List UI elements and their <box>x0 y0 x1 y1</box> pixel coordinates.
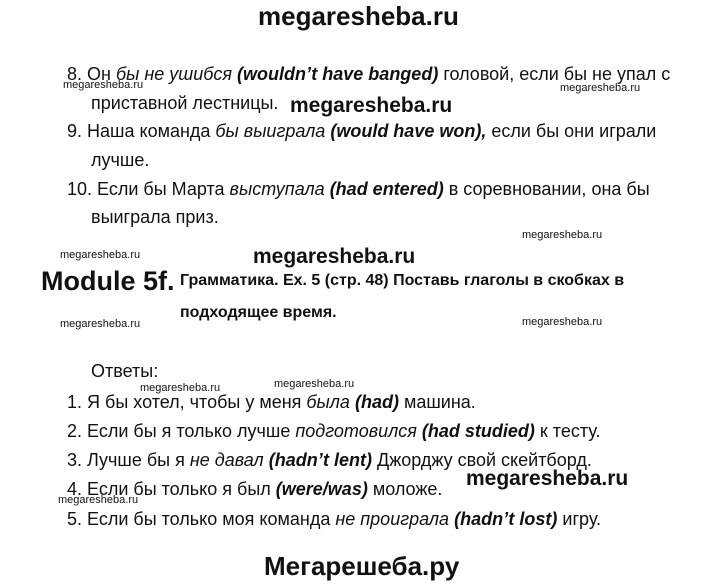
item-num: 1. <box>67 392 83 412</box>
item-pre: Я бы хотел, чтобы у меня <box>87 392 307 412</box>
item-pre: Лучше бы я <box>87 450 190 470</box>
item-pre: Если бы только я был <box>87 479 276 499</box>
item-italic: бы не ушибся <box>115 64 232 84</box>
item-english: (would have won), <box>330 121 487 141</box>
item-english: (had studied) <box>421 421 535 441</box>
answer-1 <box>67 391 476 413</box>
item-post: головой, если бы не упал с <box>438 64 671 84</box>
item-post: моложе. <box>367 479 443 499</box>
watermark-big: megaresheba.ru <box>466 467 629 490</box>
item-italic: бы выиграла <box>215 121 326 141</box>
item-post: если бы они играли <box>486 121 657 141</box>
watermark: megaresheba.ru <box>60 249 141 261</box>
item-num: 2. <box>67 421 83 441</box>
module-title: Module 5f. <box>41 266 175 296</box>
item-num: 5. <box>67 509 83 529</box>
item-english: (wouldn’t have banged) <box>236 64 439 84</box>
item-num: 10. <box>67 179 93 199</box>
item-post: в соревновании, она бы <box>443 179 650 199</box>
item-pre: Если бы только моя команда <box>87 509 336 529</box>
item-9 <box>67 120 656 142</box>
item-italic: подготовился <box>295 421 417 441</box>
item-pre: Если бы Марта <box>97 179 230 199</box>
answer-5 <box>67 508 601 530</box>
item-italic: не давал <box>189 450 264 470</box>
watermark: megaresheba.ru <box>60 318 141 330</box>
item-post: Джорджу свой скейтборд. <box>372 450 592 470</box>
watermark-big: megaresheba.ru <box>253 245 416 268</box>
watermark: megaresheba.ru <box>522 229 603 241</box>
answer-2 <box>67 420 600 442</box>
item-pre: Он <box>87 64 116 84</box>
header-site: megaresheba.ru <box>258 1 459 31</box>
watermark: megaresheba.ru <box>560 82 641 94</box>
item-num: 9. <box>67 121 83 141</box>
watermark: megaresheba.ru <box>63 79 144 91</box>
module-desc-2: подходящее время. <box>180 304 337 321</box>
watermark: megaresheba.ru <box>140 382 221 394</box>
item-pre: Наша команда <box>87 121 216 141</box>
item-english: (hadn’t lent) <box>263 450 373 470</box>
watermark: megaresheba.ru <box>58 494 139 506</box>
item-post: машина. <box>398 392 476 412</box>
footer-site: Мегарешеба.ру <box>264 551 460 581</box>
item-italic: выступала <box>229 179 325 199</box>
item-num: 4. <box>67 479 83 499</box>
watermark: megaresheba.ru <box>274 378 355 390</box>
item-english: (hadn’t lost) <box>454 509 558 529</box>
item-8-cont: приставной лестницы. <box>91 93 279 113</box>
item-9-cont: лучше. <box>91 150 150 170</box>
item-post: к тесту. <box>534 421 601 441</box>
answers-label: Ответы: <box>91 361 159 381</box>
item-italic: была <box>306 392 350 412</box>
item-english: (had entered) <box>329 179 444 199</box>
module-desc-1: Грамматика. Ex. 5 (стр. 48) Поставь глаголы в скобках в <box>180 272 625 289</box>
item-pre: Если бы я только лучше <box>87 421 296 441</box>
item-num: 8. <box>67 64 83 84</box>
item-10 <box>67 178 650 200</box>
item-english: (had) <box>354 392 399 412</box>
watermark-big: megaresheba.ru <box>290 94 453 117</box>
watermark: megaresheba.ru <box>522 316 603 328</box>
item-post: игру. <box>557 509 602 529</box>
item-num: 3. <box>67 450 83 470</box>
item-10-cont: выиграла приз. <box>91 207 219 227</box>
item-english: (were/was) <box>275 479 368 499</box>
item-italic: не проиграла <box>335 509 450 529</box>
